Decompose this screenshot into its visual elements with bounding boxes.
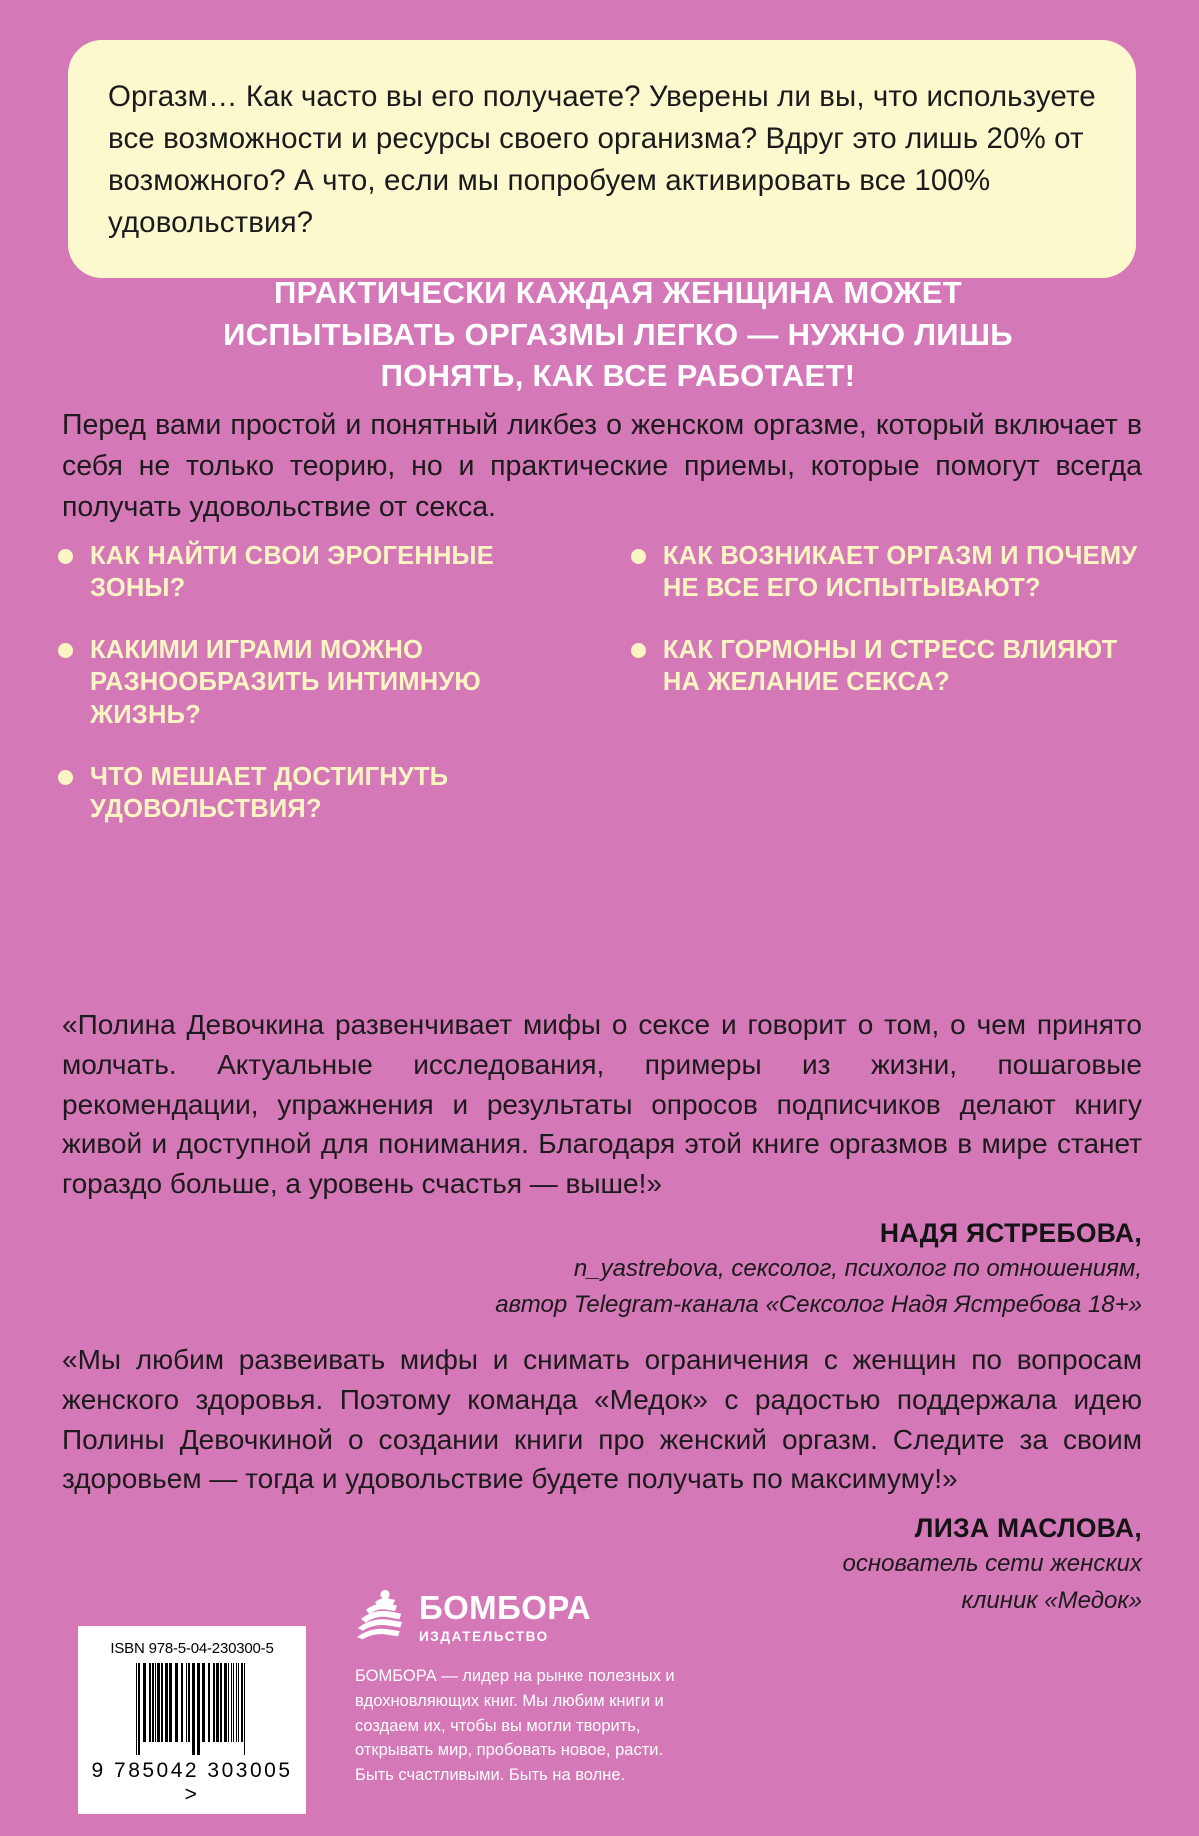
isbn-label: ISBN 978-5-04-230300-5	[110, 1640, 274, 1657]
bullet-dot-icon	[631, 549, 646, 564]
testimonial-2	[62, 1340, 1142, 1617]
bullet-label: КАК ВОЗНИКАЕТ ОРГАЗМ И ПОЧЕМУ НЕ ВСЕ ЕГО ИСПЫТЫВАЮТ?	[662, 542, 1138, 603]
testimonial-author: ЛИЗА МАСЛОВА,	[914, 1513, 1142, 1543]
publisher-logo-row	[355, 1588, 735, 1646]
list-item	[58, 540, 591, 604]
bombora-wave-surfer-icon	[355, 1588, 407, 1646]
testimonial-role-line-2: автор Telegram-канала «Сексолог Надя Ястребова 18+»	[495, 1291, 1142, 1319]
testimonial-text: «Полина Девочкина развенчивает мифы о сексе и говорит о том, о чем принято молчать. Актуальные исследования, примеры из жизни, пошаговые рекомендации, упражнения и результаты опросов подписчиков делают книгу живой и доступной для понимания. Благодаря этой книге оргазмов в мире станет гораздо больше, а уровень счастья — выше!»	[62, 1009, 1142, 1199]
testimonial-text: «Мы любим развеивать мифы и снимать ограничения с женщин по вопросам женского здоровья. Поэтому команда «Медок» с радостью поддержала идею Полины Девочкиной о создании книги про женский оргазм. Следите за своим здоровьем — тогда и удовольствие будете получать по максимуму!»	[62, 1344, 1142, 1495]
list-item	[58, 761, 591, 825]
bullet-column-left	[58, 540, 597, 855]
headline	[168, 272, 1068, 397]
list-item	[58, 634, 591, 730]
bullet-column-right	[609, 540, 1148, 855]
headline-line-1: ПРАКТИЧЕСКИ КАЖДАЯ ЖЕНЩИНА МОЖЕТ	[274, 275, 962, 310]
publisher-name: БОМБОРА	[419, 1588, 592, 1626]
callout-text: Оргазм… Как часто вы его получаете? Уверены ли вы, что используете все возможности и ресурсы своего организма? Вдруг это лишь 20% от возможного? А что, если мы попробуем активировать все 100% удовольствия?	[108, 80, 1096, 239]
list-item	[631, 540, 1148, 604]
barcode-bars	[94, 1663, 290, 1755]
bullet-dot-icon	[58, 549, 73, 564]
testimonial-role-line-1: основатель сети женских	[842, 1550, 1142, 1577]
headline-line-2: ИСПЫТЫВАТЬ ОРГАЗМЫ ЛЕГКО — НУЖНО ЛИШЬ	[223, 316, 1013, 352]
publisher-block	[355, 1588, 735, 1788]
publisher-subtitle: ИЗДАТЕЛЬСТВО	[419, 1628, 549, 1644]
barcode-digits: 9 785042 303005 >	[91, 1759, 293, 1806]
publisher-names	[419, 1588, 592, 1644]
bullet-label: ЧТО МЕШАЕТ ДОСТИГНУТЬ УДОВОЛЬСТВИЯ?	[90, 762, 449, 823]
intro-paragraph: Перед вами простой и понятный ликбез о женском оргазме, который включает в себя не только теорию, но и практические приемы, которые помогут всегда получать удовольствие от секса.	[62, 409, 1142, 524]
bullet-dot-icon	[631, 643, 646, 658]
bullet-dot-icon	[58, 770, 73, 785]
testimonial-author: НАДЯ ЯСТРЕБОВА,	[879, 1217, 1142, 1248]
bullet-dot-icon	[58, 643, 73, 658]
testimonial-role-line-1: n_yastrebova, сексолог, психолог по отношениям,	[573, 1254, 1142, 1282]
isbn-barcode	[78, 1626, 306, 1814]
headline-line-3: ПОНЯТЬ, КАК ВСЕ РАБОТАЕТ!	[380, 358, 856, 394]
testimonial-role-line-2: клиник «Медок»	[961, 1586, 1142, 1614]
testimonial-1	[62, 1005, 1142, 1322]
bullet-lists	[58, 540, 1148, 855]
bullet-label: КАК ГОРМОНЫ И СТРЕСС ВЛИЯЮТ НА ЖЕЛАНИЕ СЕКСА?	[662, 636, 1118, 697]
callout-panel	[68, 40, 1136, 278]
publisher-blurb: БОМБОРА — лидер на рынке полезных и вдохновляющих книг. Мы любим книги и создаем их, чтобы вы могли творить, открывать мир, пробовать новое, расти. Быть счастливыми. Быть на волне.	[355, 1667, 675, 1784]
list-item	[631, 634, 1148, 698]
bullet-label: КАКИМИ ИГРАМИ МОЖНО РАЗНООБРАЗИТЬ ИНТИМНУЮ ЖИЗНЬ?	[90, 636, 481, 729]
bullet-label: КАК НАЙТИ СВОИ ЭРОГЕННЫЕ ЗОНЫ?	[90, 542, 494, 603]
